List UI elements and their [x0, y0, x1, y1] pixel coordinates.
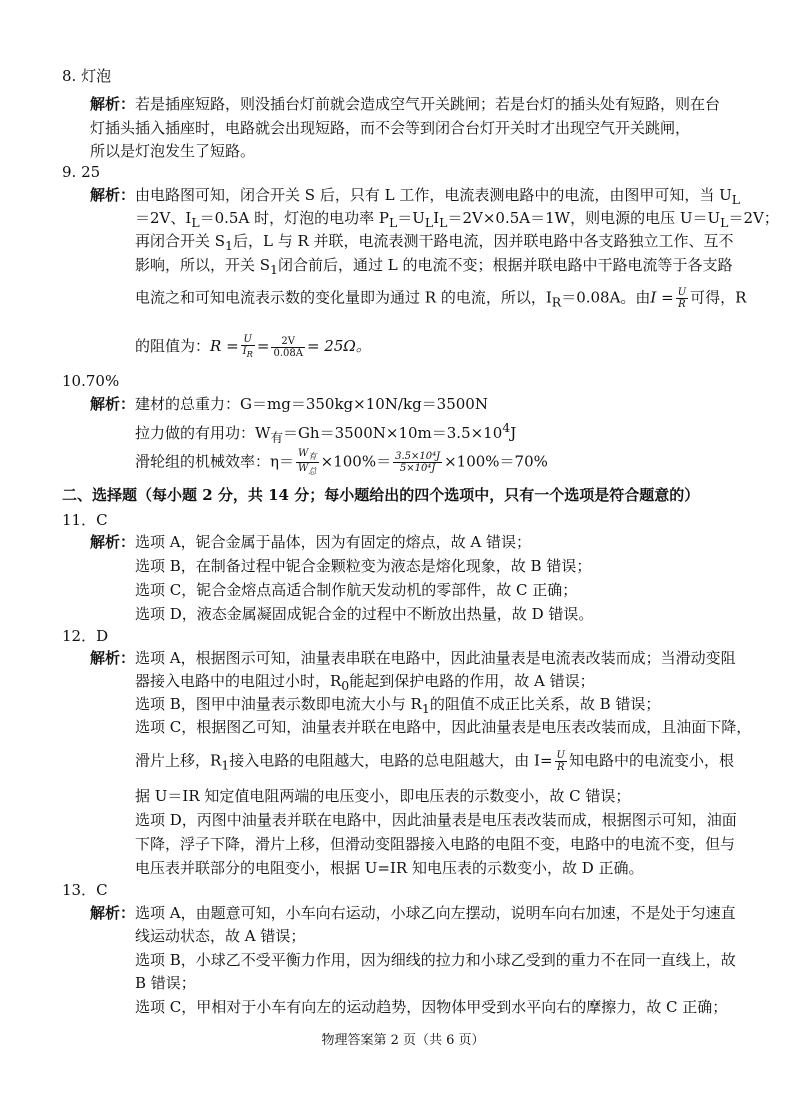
q12-analysis-line-4: 选项 C，根据图乙可知，油量表并联在电路中，因此油量表是电压表改装而成，且油面下降，	[135, 718, 752, 736]
q10-number: 10.	[62, 372, 86, 390]
q12-analysis-line-9: 电压表并联部分的电阻变小，根据 U=IR 知电压表的示数变小，故 D 正确。	[135, 859, 644, 877]
frac-numerator-sub: 有	[308, 451, 317, 461]
q10-analysis-label: 解析：	[90, 395, 136, 413]
q12-analysis-label: 解析：	[90, 649, 136, 667]
q9-text-2d: I	[433, 209, 440, 227]
q12-sub-1: 1	[421, 701, 430, 716]
q11-analysis-label: 解析：	[90, 533, 136, 551]
frac-denominator: 0.08A	[273, 347, 303, 359]
q10-text-2a: 拉力做的有用功：W	[135, 424, 271, 442]
frac-numerator: 3.5×10⁴J	[395, 451, 441, 462]
q9-text-5c: 可得，R	[690, 288, 747, 307]
q8-answer: 灯泡	[81, 67, 112, 85]
q10-text-3c: ×100%＝70%	[444, 452, 548, 471]
q9-text-1: 由电路图可知，闭合开关 S 后，只有 L 工作，电流表测电路中的电流，由图甲可知，当 U	[135, 186, 732, 204]
q12-text-5a: 滑片上移，R	[135, 751, 222, 770]
frac-denominator-i: I	[242, 346, 247, 357]
q9-text-4b: 闭合前后，通过 L 的电流不变；根据并联电路中干路电流等于各支路	[278, 256, 733, 274]
q9-text-2a: ＝2V、I	[135, 209, 192, 227]
q9-analysis-line-6	[135, 334, 371, 360]
section-2-title: 二、选择题（每小题 2 分，共 14 分；每小题给出的四个选项中，只有一个选项是符合题意的）	[62, 486, 700, 504]
q10-text-3a: 滑轮组的机械效率：η＝	[135, 452, 294, 471]
q9-eq-mid: =	[256, 337, 270, 355]
q13-analysis-label: 解析：	[90, 904, 136, 922]
frac-denominator	[241, 346, 255, 360]
q12-text-2a: 器接入电路中的电阻过小时，R	[135, 672, 342, 690]
q10-text-2c: J	[510, 424, 517, 442]
frac-numerator: 2V	[271, 336, 305, 348]
q8-analysis-line-2: 灯插头插入插座时，电路就会出现短路，而不会等到闭合台灯开关时才出现空气开关跳闸，	[90, 119, 691, 137]
q9-analysis-line-3	[135, 231, 734, 256]
q8-analysis-label: 解析：	[90, 95, 136, 113]
q9-analysis-line-2	[135, 208, 779, 233]
q9-text-6a: 的阻值为：	[135, 337, 211, 355]
q9-sub-L: L	[424, 215, 434, 230]
q12-text-1: 选项 A，根据图示可知，油量表串联在电路中，因此油量表是电流表改装而成；当滑动变阻	[135, 649, 736, 667]
q11-heading: 11．C	[62, 511, 108, 529]
frac-numerator	[296, 448, 319, 463]
q9-sub-1: 1	[225, 238, 233, 253]
q9-number: 9.	[62, 163, 77, 181]
q11-analysis-line-1	[90, 532, 531, 552]
q9-answer: 25	[81, 163, 101, 181]
q9-eq-left: R =	[210, 337, 239, 355]
q9-sub-L: L	[720, 215, 729, 230]
q12-sub-1: 1	[221, 757, 230, 773]
q13-analysis-line-2: 线运动状态，故 A 错误；	[135, 927, 306, 945]
frac-numerator: U	[241, 334, 255, 346]
q12-text-2b: 能起到保护电路的作用，故 A 错误；	[349, 672, 595, 690]
q12-text-5c: 知电路中的电流变小，根	[568, 751, 734, 770]
q12-analysis-line-6: 据 U＝IR 知定值电阻两端的电压变小，即电压表的示数变小，故 C 错误；	[135, 787, 631, 805]
frac-denominator-sub: R	[246, 349, 253, 359]
q8-text-1: 若是插座短路，则没插台灯前就会造成空气开关跳闸；若是台灯的插头处有短路，则在台	[135, 95, 721, 113]
q13-heading: 13．C	[62, 881, 108, 899]
q10-sub-you: 有	[270, 430, 283, 445]
frac-denominator: R	[556, 762, 565, 773]
q10-text-1: 建材的总重力：G＝mg＝350kg×10N/kg＝3500N	[135, 395, 488, 413]
q12-ohm-fraction	[555, 750, 567, 773]
q11-text-1: 选项 A，铌合金属于晶体，因为有固定的熔点，故 A 错误；	[135, 533, 531, 551]
q8-analysis-line-3: 所以是灯泡发生了短路。	[90, 142, 256, 160]
q9-ohm-fraction	[676, 287, 688, 310]
q10-heading	[62, 371, 119, 391]
q9-analysis-line-4	[135, 255, 733, 280]
frac-denominator: 5×10⁴J	[399, 463, 436, 474]
q9-heading	[62, 162, 100, 182]
q11-analysis-line-3: 选项 C，铌合金熔点高适合制作航天发动机的零部件，故 C 正确；	[135, 581, 578, 599]
q10-analysis-line-3	[135, 448, 548, 477]
q12-analysis-line-8: 下降，浮子下降，滑片上移，但滑动变阻器接入电路的电阻不变，电路中的电流不变，但与	[135, 835, 736, 853]
q8-number: 8.	[62, 67, 77, 85]
page-footer: 物理答案第 2 页（共 6 页）	[321, 1033, 485, 1048]
q9-r-fraction	[241, 334, 255, 360]
q12-analysis-line-3	[135, 694, 660, 719]
q13-text-1: 选项 A，由题意可知，小车向右运动，小球乙向左摆动，说明车向右加速，不是处于匀速直	[135, 904, 736, 922]
frac-denominator: R	[678, 299, 686, 310]
q10-answer: 70%	[85, 372, 120, 390]
q9-sub-L: L	[191, 215, 200, 230]
q10-analysis-line-1	[90, 394, 488, 414]
q13-analysis-line-5: 选项 C，甲相对于小车有向左的运动趋势，因物体甲受到水平向右的摩擦力，故 C 正确；	[135, 998, 728, 1016]
q9-sub-L: L	[388, 215, 398, 230]
q9-value-fraction	[271, 336, 305, 359]
q9-text-3a: 再闭合开关 S	[135, 232, 226, 250]
q9-text-2b: ＝0.5A 时，灯泡的电功率 P	[199, 209, 389, 227]
q10-text-2b: ＝Gh＝3500N×10m＝3.5×10	[282, 424, 503, 442]
q10-analysis-line-2	[135, 418, 516, 448]
q13-analysis-line-1	[90, 903, 736, 923]
q10-text-3b: ×100%＝	[320, 452, 392, 471]
q12-analysis-line-5	[135, 750, 734, 776]
q9-text-3b: 后，L 与 R 并联，电流表测干路电流，因并联电路中各支路独立工作、互不	[233, 232, 734, 250]
q10-efficiency-fraction	[296, 448, 319, 477]
q9-eq-right: = 25Ω。	[306, 337, 371, 355]
q9-analysis-line-5	[135, 287, 746, 313]
q8-heading	[62, 66, 111, 86]
q9-analysis-label: 解析：	[90, 186, 136, 204]
q11-analysis-line-2: 选项 B，在制备过程中铌合金颗粒变为液态是熔化现象，故 B 错误；	[135, 557, 592, 575]
frac-numerator-w: W	[298, 448, 309, 459]
q13-analysis-line-4: B 错误；	[135, 974, 196, 992]
q10-sup-4: 4	[502, 420, 511, 435]
q10-value-fraction	[393, 451, 442, 474]
frac-denominator	[296, 463, 319, 477]
q9-sub-R: R	[551, 294, 562, 310]
q12-text-5b: 接入电路的电阻越大，电路的总电阻越大，由 I=	[229, 751, 553, 770]
frac-denominator-sub: 总	[308, 466, 317, 476]
frac-numerator: U	[677, 287, 687, 298]
q9-text-5b: ＝0.08A。由	[561, 288, 651, 307]
q12-analysis-line-7: 选项 D，丙图中油量表并联在电路中，因此油量表是电压表改装而成，根据图示可知，油面	[135, 811, 737, 829]
q12-text-3a: 选项 B，图甲中油量表示数即电流大小与 R	[135, 695, 422, 713]
q9-i-eq: I =	[650, 288, 674, 307]
frac-numerator: U	[556, 750, 565, 761]
q12-text-3b: 的阻值不成正比关系，故 B 错误；	[429, 695, 661, 713]
q9-sub-L: L	[731, 192, 741, 207]
q9-text-2f: ＝2V；	[728, 209, 779, 227]
frac-denominator-w: W	[298, 463, 309, 474]
q9-text-5a: 电流之和可知电流表示数的变化量即为通过 R 的电流，所以，I	[135, 288, 552, 307]
q9-sub-1: 1	[270, 262, 278, 277]
q12-analysis-line-1	[90, 648, 736, 668]
q9-sub-L: L	[439, 215, 448, 230]
q12-sub-0: 0	[341, 678, 350, 693]
q12-heading: 12．D	[62, 627, 109, 645]
q11-analysis-line-4: 选项 D，液态金属凝固成铌合金的过程中不断放出热量，故 D 错误。	[135, 605, 594, 623]
q8-analysis-line-1	[90, 94, 720, 114]
q9-text-2c: ＝U	[397, 209, 425, 227]
q9-analysis-line-1	[90, 185, 740, 210]
q9-text-4a: 影响，所以，开关 S	[135, 256, 271, 274]
q12-analysis-line-2	[135, 671, 595, 696]
q9-text-2e: ＝2V×0.5A＝1W，则电源的电压 U＝U	[447, 209, 721, 227]
q13-analysis-line-3: 选项 B，小球乙不受平衡力作用，因为细线的拉力和小球乙受到的重力不在同一直线上，故	[135, 951, 736, 969]
